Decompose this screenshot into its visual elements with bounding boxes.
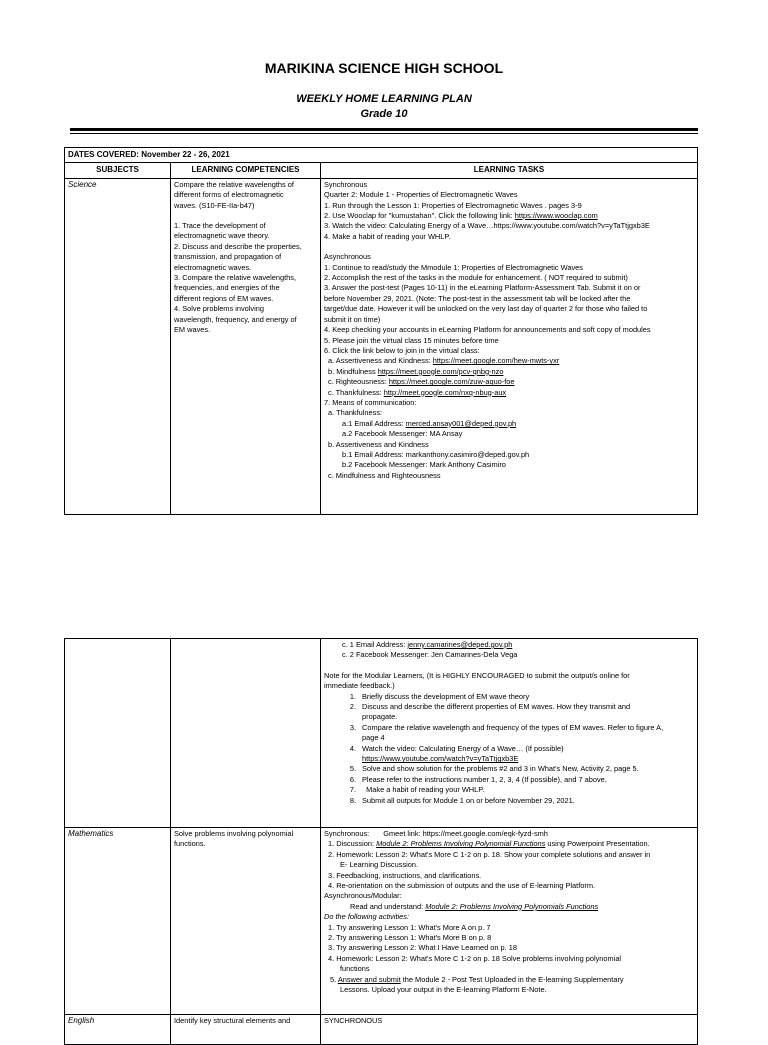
mathematics-competencies bbox=[171, 828, 321, 1015]
activity-line: 1. Try answering Lesson 1: What's More A on p. 7 bbox=[328, 922, 491, 932]
activity-line: 5. Answer and submit the Module 2 - Post Test Uploaded in the E-learning Supplementary bbox=[330, 974, 624, 984]
sync-gmeet-row: Synchronous: Gmeet link: https://meet.google.com/eqk-fyzd-smh bbox=[324, 829, 548, 838]
english-row bbox=[65, 1015, 698, 1045]
subject-mathematics: Mathematics bbox=[65, 828, 171, 1015]
col-subjects-header: SUBJECTS bbox=[65, 163, 171, 178]
competency-line: different forms of electromagnetic bbox=[174, 190, 284, 200]
table-header-row bbox=[65, 163, 698, 178]
english-competencies: Identify key structural elements and bbox=[171, 1015, 321, 1045]
asynchronous-heading: Asynchronous bbox=[324, 252, 371, 262]
task-line: 1. Discussion: Module 2: Problems Involving Polynomial Functions using Powerpoint Presentation. bbox=[328, 839, 650, 849]
activity-line: functions bbox=[340, 964, 370, 974]
header-rule-thin bbox=[70, 133, 698, 134]
competency-line: 4. Solve problems involving bbox=[174, 304, 264, 314]
email-link-mindfulness[interactable]: jenny.camarines@deped.gov.ph bbox=[407, 640, 513, 649]
task-line: 7. Means of communication: bbox=[324, 397, 417, 407]
task-line: E- Learning Discussion. bbox=[340, 860, 419, 870]
meet-link-mindfulness[interactable]: https://meet.google.com/pcv-qnbg-nzo bbox=[377, 366, 504, 376]
competency-line: different regions of EM waves. bbox=[174, 293, 274, 303]
meet-link-righteousness[interactable]: https://meet.google.com/zuw-aquo-foe bbox=[388, 377, 515, 387]
science-continued-row bbox=[65, 639, 698, 828]
activity-line: 3. Try answering Lesson 2: What I Have Learned on p. 18 bbox=[328, 943, 517, 953]
meet-link-assertiveness[interactable]: https://meet.google.com/hew-mwts-yxr bbox=[432, 356, 560, 366]
competency-empty bbox=[171, 639, 321, 828]
grade-title: Grade 10 bbox=[360, 108, 408, 120]
dates-covered: DATES COVERED: November 22 - 26, 2021 bbox=[65, 148, 698, 163]
task-line: 5. Please join the virtual class 15 minutes before time bbox=[324, 335, 499, 345]
task-line: 3. Watch the video: Calculating Energy of a Wave…https://www.youtube.com/watch?v=yTaTtjgxb3E bbox=[324, 221, 650, 231]
task-line: 2. Homework: Lesson 2: What's More C 1-2 on p. 18. Show your complete solutions and answer in bbox=[328, 849, 651, 859]
class-link-row: b. Mindfulness https://meet.google.com/pcv-qnbg-nzo bbox=[328, 366, 504, 376]
modular-item: 2. Discuss and describe the different properties of EM waves. How they transmit and bbox=[349, 702, 631, 712]
learning-plan-table-1 bbox=[64, 147, 698, 515]
class-link-row: c. Thankfulness: http://meet.google.com/nxq-nbug-aux bbox=[328, 387, 507, 397]
competency-line: EM waves. bbox=[174, 325, 211, 335]
youtube-link[interactable]: https://www.youtube.com/watch?v=yTaTtjgxb3E bbox=[362, 754, 519, 764]
task-line: 2. Accomplish the rest of the tasks in the module for enhancement. ( NOT required to submit) bbox=[324, 273, 628, 283]
mathematics-row bbox=[65, 828, 698, 1015]
competency-line: electromagnetic wave theory. bbox=[174, 231, 270, 241]
competency-line: 3. Compare the relative wavelengths, bbox=[174, 273, 297, 283]
task-line: 6. Click the link below to join in the virtual class: bbox=[324, 345, 480, 355]
science-competencies bbox=[171, 178, 321, 514]
modular-item-cont: page 4 bbox=[362, 733, 385, 743]
task-line: 3. Answer the post-test (Pages 10-11) in the eLearning Platform-Assessment Tab. Submit it on or bbox=[324, 283, 641, 293]
email-row: c. 1 Email Address: jenny.camarines@deped.gov.ph bbox=[342, 640, 513, 649]
task-line: 1. Run through the Lesson 1: Properties of Electromagnetic Waves . pages 3-9 bbox=[324, 200, 582, 210]
task-line: a.2 Facebook Messenger: MA Ansay bbox=[342, 429, 463, 439]
competency-line: wavelength, frequency, and energy of bbox=[174, 314, 297, 324]
task-line: Quarter 2: Module 1 - Properties of Electromagnetic Waves bbox=[324, 190, 518, 200]
competency-line: frequencies, and energies of the bbox=[174, 283, 280, 293]
competency-line: Solve problems involving polynomial bbox=[174, 829, 294, 838]
task-line: before November 29, 2021. (Note: The post-test in the assessment tab will be locked after the bbox=[324, 293, 631, 303]
competency-line: Compare the relative wavelengths of bbox=[174, 179, 294, 189]
modular-item: 1. Briefly discuss the development of EM wave theory bbox=[349, 691, 530, 701]
note-line: Note for the Modular Learners, (It is HIGHLY ENCOURAGED to submit the output/s online for bbox=[324, 670, 630, 680]
modular-item: 6. Please refer to the instructions number 1, 2, 3, 4 (If possible), and 7 above. bbox=[349, 774, 607, 784]
task-line: c. Mindfulness and Righteousness bbox=[328, 470, 441, 480]
competency-line: transmission, and propagation of bbox=[174, 252, 282, 262]
email-row: a.1 Email Address: merced.ansay001@deped.gov.ph bbox=[342, 418, 517, 428]
note-line: immediate feedback.) bbox=[324, 681, 395, 691]
class-link-row: a. Assertiveness and Kindness: https://meet.google.com/hew-mwts-yxr bbox=[328, 356, 560, 366]
task-line: Read and understand: Module 2: Problems Involving Polynomials Functions bbox=[350, 901, 599, 911]
task-line: c. 2 Facebook Messenger: Jen Camarines-Dela Vega bbox=[342, 650, 518, 660]
plan-title: WEEKLY HOME LEARNING PLAN bbox=[296, 93, 472, 105]
task-line: 4. Re-orientation on the submission of outputs and the use of E-learning Platform. bbox=[328, 881, 596, 891]
email-link-thankfulness[interactable]: merced.ansay001@deped.gov.ph bbox=[405, 418, 517, 428]
science-tasks-continued bbox=[321, 639, 698, 828]
modular-item: 5. Solve and show solution for the problems #2 and 3 in What's New, Activity 2, page 5. bbox=[349, 764, 639, 774]
task-line: b.1 Email Address: markanthony.casimiro@deped.gov.ph bbox=[342, 449, 530, 459]
wooclap-link[interactable]: https://www.wooclap.com bbox=[514, 211, 598, 221]
task-line: 4. Make a habit of reading your WHLP. bbox=[324, 231, 451, 241]
task-line: a. Thankfulness: bbox=[328, 408, 383, 418]
do-activities-heading: Do the following activities: bbox=[324, 912, 410, 922]
modular-item: 4. Watch the video: Calculating Energy of a Wave… (If possible) bbox=[349, 743, 564, 753]
meet-link-thankfulness[interactable]: http://meet.google.com/nxq-nbug-aux bbox=[383, 387, 507, 397]
competency-line: waves. (S10-FE-IIa-b47) bbox=[174, 200, 255, 210]
col-competencies-header: LEARNING COMPETENCIES bbox=[171, 163, 321, 178]
subject-science: Science bbox=[65, 178, 171, 514]
science-row bbox=[65, 178, 698, 514]
competency-line: functions. bbox=[174, 839, 206, 849]
subject-empty bbox=[65, 639, 171, 828]
subject-english: English bbox=[65, 1015, 171, 1045]
task-line: 1. Continue to read/study the Mmodule 1: Properties of Electromagnetic Waves bbox=[324, 262, 583, 272]
activity-line: 2. Try answering Lesson 1: What's More B on p. 8 bbox=[328, 933, 492, 943]
modular-item-cont: propagate. bbox=[362, 712, 398, 722]
col-tasks-header: LEARNING TASKS bbox=[321, 163, 698, 178]
english-tasks: SYNCHRONOUS bbox=[321, 1015, 698, 1045]
competency-line: 2. Discuss and describe the properties, bbox=[174, 241, 302, 251]
competency-line: electromagnetic waves. bbox=[174, 262, 252, 272]
task-line: 2. Use Wooclap for "kumustahan". Click the following link: https://www.wooclap.com bbox=[324, 211, 598, 221]
modular-item: 3. Compare the relative wavelength and frequency of the types of EM waves. Refer to figure A, bbox=[349, 722, 664, 732]
learning-plan-table-2 bbox=[64, 638, 698, 1045]
science-tasks bbox=[321, 178, 698, 514]
synchronous-heading: Synchronous bbox=[324, 179, 368, 189]
task-line: b. Assertiveness and Kindness bbox=[328, 439, 429, 449]
task-line: b.2 Facebook Messenger: Mark Anthony Casimiro bbox=[342, 460, 506, 470]
activity-line: Lessons. Upload your output in the E-learning Platform E-Note. bbox=[340, 985, 547, 995]
modular-item: 7. Make a habit of reading your WHLP. bbox=[349, 785, 485, 795]
async-heading: Asynchronous/Modular: bbox=[324, 891, 402, 901]
activity-line: 4. Homework: Lesson 2: What's More C 1-2 on p. 18 Solve problems involving polynomial bbox=[328, 953, 622, 963]
task-line: target/due date. However it will be unlocked on the very last day of quarter 2 for those who failed to bbox=[324, 304, 648, 314]
class-link-row: c. Righteousness: https://meet.google.com/zuw-aquo-foe bbox=[328, 377, 515, 387]
task-line: 3. Feedbacking, instructions, and clarifications. bbox=[328, 870, 482, 880]
header-rule-thick bbox=[70, 128, 698, 131]
school-title: MARIKINA SCIENCE HIGH SCHOOL bbox=[264, 60, 504, 76]
gmeet-link[interactable]: Gmeet link: https://meet.google.com/eqk-fyzd-smh bbox=[383, 829, 548, 838]
competency-line: 1. Trace the development of bbox=[174, 221, 266, 231]
modular-item: 8. Submit all outputs for Module 1 on or before November 29, 2021. bbox=[349, 795, 575, 805]
mathematics-tasks bbox=[321, 828, 698, 1015]
task-line: 4. Keep checking your accounts in eLearning Platform for announcements and soft copy of modules bbox=[324, 325, 651, 335]
task-line: submit it on time) bbox=[324, 314, 381, 324]
